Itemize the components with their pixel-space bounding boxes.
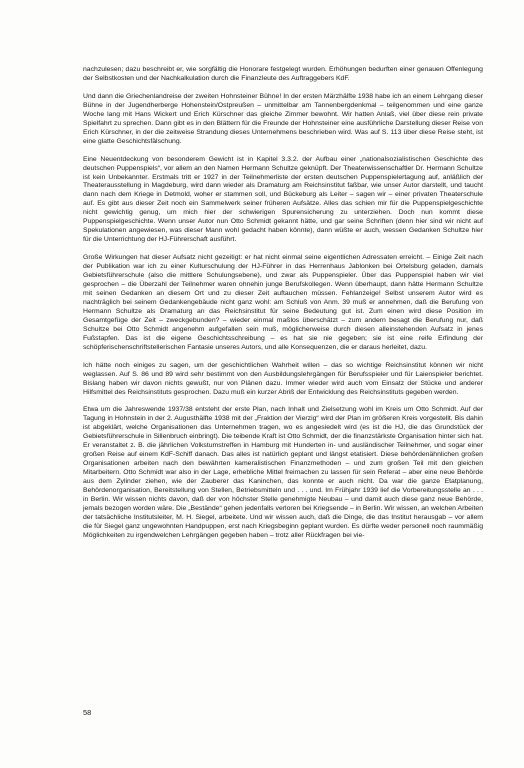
paragraph-6: Etwa um die Jahreswende 1937/38 entsteht der erste Plan, nach Inhalt und Zielsetzung wohl im Kreis um Otto Schmidt. Auf der Tagung in Hohnstein in der 2. Augusthälfte 1938 mit der „Fraktion der Vierzig“ wird der Plan im größeren Kreis vorgestellt. Bis dahin ist abgeklärt, welche Organisationen das Unternehmen tragen, wo es angesiedelt wird (es ist die HJ, die das Grundstück der Gebietsführerschule in Sillenbruch einbringt). Die teibende Kraft ist Otto Schmidt, der die finanzstärkste Organisation hinter sich hat. Er veranstaltet z. B. die jährlichen Volkstumstreffen in Hamburg mit Hunderten in- und ausländischer Teilnehmer, und sogar einer großen Reise auf einem KdF-Schiff danach. Das alles ist natürlich geplant und längst etatisiert. Diese behördenähnlichen großen Organisationen arbeiten nach den bewährten kameralistischen Finanzmethoden – und zum großen Teil mit den gleichen Mitarbeitern. Otto Schmidt war also in der Lage, erhebliche Mittel freimachen zu lassen für sein Referat – aber eine neue Behörde aus dem Zylinder ziehen, wie der Zauberer das Kaninchen, das konnte er auch nicht. Da war die ganze Etatplanung, Behördenorganisation, Bereitstellung von Stellen, Betriebsmitteln und . . . und. Im Frühjahr 1939 lief die Vorbereitungsstelle an . . . in Berlin. Wir wissen nichts davon, daß der von höchster Stelle genehmigte Neubau – und damit auch diese ganz neue Behörde, jemals bezogen worden wäre. Die „Bestände“ gehen jedenfalls verloren bei Kriegsende – in Berlin. Wir wissen, an welchen Arbeiten der tatsächliche Institutsleiter, M. H. Siegel, arbeitete. Und wir wissen auch, daß die Dinge, die das Institut herausgab – vor allem die für Siegel ganz ungewohnten Handpuppen, erst nach Kriegsbeginn geplant wurden. Es dürfte weder personell noch raummäßig Möglichkeiten zu irgendwelchen Lehrgängen gegeben haben – trotz aller Rückfragen bei vie- <box>83 406 483 539</box>
paragraph-4: Große Wirkungen hat dieser Aufsatz nicht gezeitigt: er hat nicht einmal seine eigentlichen Adressaten erreicht. – Einige Zeit nach der Publikation war ich zu einer Kulturschulung der HJ-Führer in das Herrenhaus Jablonken bei Ortelsburg geladen, damals Gebietsführerschule (also die mittlere Schulungsebene), und zwar als Puppenspieler. Über das Puppenspiel haben wir viel gesprochen – die Überzahl der Teilnehmer waren ohnehin junge Berufskollegen. Wenn überhaupt, dann hätte Hermann Schultze mit seinen Gedanken an diesem Ort und zu dieser Zeit auftauchen müssen. Fehlanzeige! Selbst unserem Autor wird es nachträglich bei seinem Gedankengebäude nicht ganz wohl: am Schluß von Anm. 39 muß er annehmen, daß die Berufung von Hermann Schultze als Dramaturg an das Reichsinstitut für seine Bedeutung gut ist. Zum einen wird diese Position im Gesamtgefüge der Zeit – zweckgebunden? – wieder einmal maßlos überschätzt – zum andern besagt die Berufung nur, daß Schultze bei Otto Schmidt angenehm aufgefallen sein muß, möglicherweise durch diesen alleinstehenden Aufsatz in jenes Fußstapfen. Das ist die eigene Geschichtsschreibung – es hat sie nie gegeben; sie ist eine reife Erfindung der schöpferischenschriftstellerischen Fantasie unseres Autors, und alle Konsequenzen, die er daraus herleitet, dazu. <box>83 254 483 351</box>
paragraph-3: Eine Neuentdeckung von besonderem Gewicht ist in Kapitel 3.3.2. der Aufbau einer „nationalsozialistischen Geschichte des deutschen Puppenspiels“, vor allem an den Namen Hermann Schultze geknüpft. Der Theaterwissenschaftler Dr. Hermann Schultze ist kein Unbekannter. Erstmals tritt er 1927 in der Teilnehmerliste der ersten deutschen Puppenspielertagung auf, anläßlich der Theaterausstellung in Magdeburg, wird dann wieder als Dramaturg am Reichsinstitut faßbar, wie unser Autor darstellt, und taucht dann nach dem Kriege in Detmold, woher er stammen soll, und Bückeburg als Leiter – sagen wir – einer privaten Theaterschule auf. Es gibt aus dieser Zeit noch ein Sammelwerk seiner früheren Aufsätze. Alles das schien mir für die Puppenspielgeschichte nicht gewichtig genug, um mich hier der schwierigen Spurensicherung zu unterziehen. Doch nun kommt diese Puppenspielgeschichte. Wenn unser Autor nun Otto Schmidt gekannt hätte, und gar seine Schriften (denn hier sind wir nicht auf Spekulationen angewiesen, was dieser Mann wohl gedacht haben könnte), dann wüßte er auch, wessen Gedanken Schultze hier für die Unterrichtung der HJ-Führerschaft ausführt. <box>83 155 483 244</box>
paragraph-5: Ich hätte noch einiges zu sagen, um der geschichtlichen Wahrheit willen – das so wichtige Reichsinstitut können wir nicht weglassen. Auf S. 86 und 89 wird sehr bestimmt von den Ausbildungslehrgängen für Berufsspieler und für Laienspieler berichtet. Bislang haben wir davon nichts gewußt, nur von Plänen dazu. Immer wieder wird auch vom Einsatz der Stücke und anderer Hilfsmittel des Reichsinstituts gesprochen. Dazu muß ein kurzer Abriß der Entwicklung des Reichsinstituts gegeben werden. <box>83 361 483 396</box>
paragraph-1: nachzulesen; dazu beschreibt er, wie sorgfältig die Honorare festgelegt wurden. Erhöhungen bedurften einer genauen Offenlegung der Selbstkosten und der Nachkalkulation durch die Finanzleute des Auftraggebers KdF. <box>83 66 483 82</box>
body-text <box>83 66 483 541</box>
paragraph-2: Und dann die Griechenlandreise der zweiten Hohnsteiner Bühne! In der ersten Märzhälfte 1938 habe ich an einem Lehrgang dieser Bühne in der Jugendherberge Hohenstein/Ostpreußen – unmittelbar am Tannenbergdenkmal – teilgenommen und eine ganze Woche lang mit Hans Wickert und Erich Kürschner das gleiche Zimmer bewohnt. Wir hatten Anlaß, viel über diese rein private Spielfahrt zu sprechen. Dann gibt es in den Blättern für die Freunde der Hohnsteiner eine ausführliche Darstellung dieser Reise von Erich Kürschner, in der die zeitweise Strandung dieses Unternehmens beschrieben wird. Was auf S. 113 über diese Reise steht, ist eine glatte Geschichtsfälschung. <box>83 92 483 145</box>
page-number: 58 <box>83 708 92 717</box>
